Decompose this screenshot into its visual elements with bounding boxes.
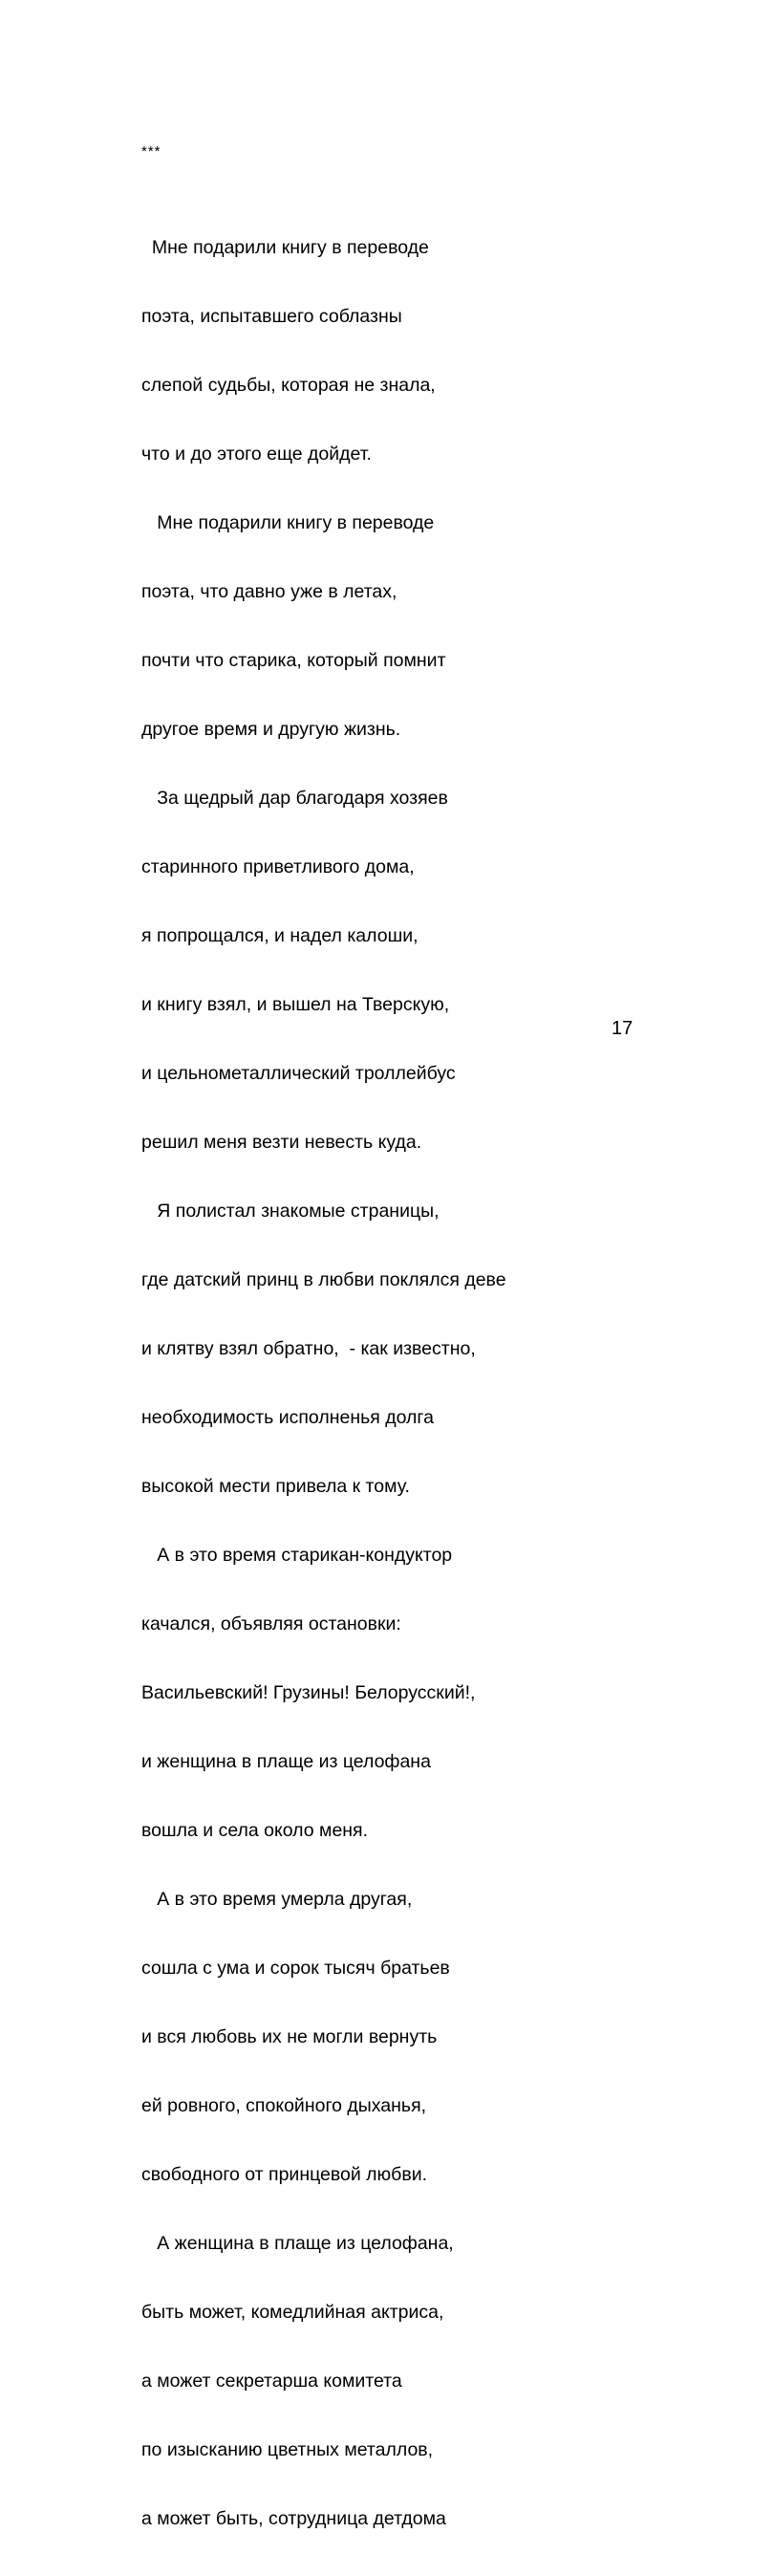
poem-line: поэта, испытавшего соблазны	[141, 306, 402, 327]
poem-line: слепой судьбы, которая не знала,	[141, 375, 436, 396]
poem-line: Васильевский! Грузины! Белорусский!,	[141, 1682, 476, 1703]
poem-line: другое время и другую жизнь.	[141, 719, 401, 740]
poem-line: высокой мести привела к тому.	[141, 1476, 410, 1497]
poem-line: что и до этого еще дойдет.	[141, 444, 372, 465]
poem-line: Мне подарили книгу в переводе	[141, 512, 435, 533]
poem-line: а может секретарша комитета	[141, 2370, 402, 2392]
poem-line: и вся любовь их не могли вернуть	[141, 2026, 438, 2047]
poem-line: и клятву взял обратно, - как известно,	[141, 1338, 476, 1359]
poem-line: А женщина в плаще из целофана,	[141, 2233, 454, 2254]
section-separator: ***	[141, 143, 161, 160]
poem-line: ей ровного, спокойного дыханья,	[141, 2095, 427, 2116]
poem-line: я попрощался, и надел калоши,	[141, 925, 419, 946]
poem-line: За щедрый дар благодаря хозяев	[141, 788, 448, 809]
poem-line: поэта, что давно уже в летах,	[141, 581, 397, 602]
poem-line: решил меня везти невесть куда.	[141, 1132, 422, 1153]
poem-line: а может быть, сотрудница детдома	[141, 2508, 446, 2529]
poem-line: Я полистал знакомые страницы,	[141, 1201, 440, 1222]
poem-line: почти что старика, который помнит	[141, 650, 446, 671]
poem-text	[141, 190, 715, 2576]
poem-line: необходимость исполненья долга	[141, 1407, 434, 1428]
page-number: 17	[612, 1018, 633, 1039]
poem-line: и книгу взял, и вышел на Тверскую,	[141, 994, 450, 1015]
poem-line: быть может, комедлийная актриса,	[141, 2302, 444, 2323]
poem-line: А в это время умерла другая,	[141, 1889, 413, 1910]
poem-line: и цельнометаллический троллейбус	[141, 1063, 456, 1084]
poem-line: свободного от принцевой любви.	[141, 2164, 428, 2185]
poem-line: Мне подарили книгу в переводе	[141, 237, 429, 258]
poem-line: где датский принц в любви поклялся деве	[141, 1269, 506, 1290]
poem-line: сошла с ума и сорок тысяч братьев	[141, 1958, 450, 1979]
poem-line: вошла и села около меня.	[141, 1820, 369, 1841]
poem-line: старинного приветливого дома,	[141, 856, 415, 877]
poem-line: А в это время старикан-кондуктор	[141, 1545, 453, 1566]
poem-line: качался, объявляя остановки:	[141, 1613, 401, 1634]
poem-line: по изысканию цветных металлов,	[141, 2439, 434, 2460]
poem-line: и женщина в плаще из целофана	[141, 1751, 431, 1772]
